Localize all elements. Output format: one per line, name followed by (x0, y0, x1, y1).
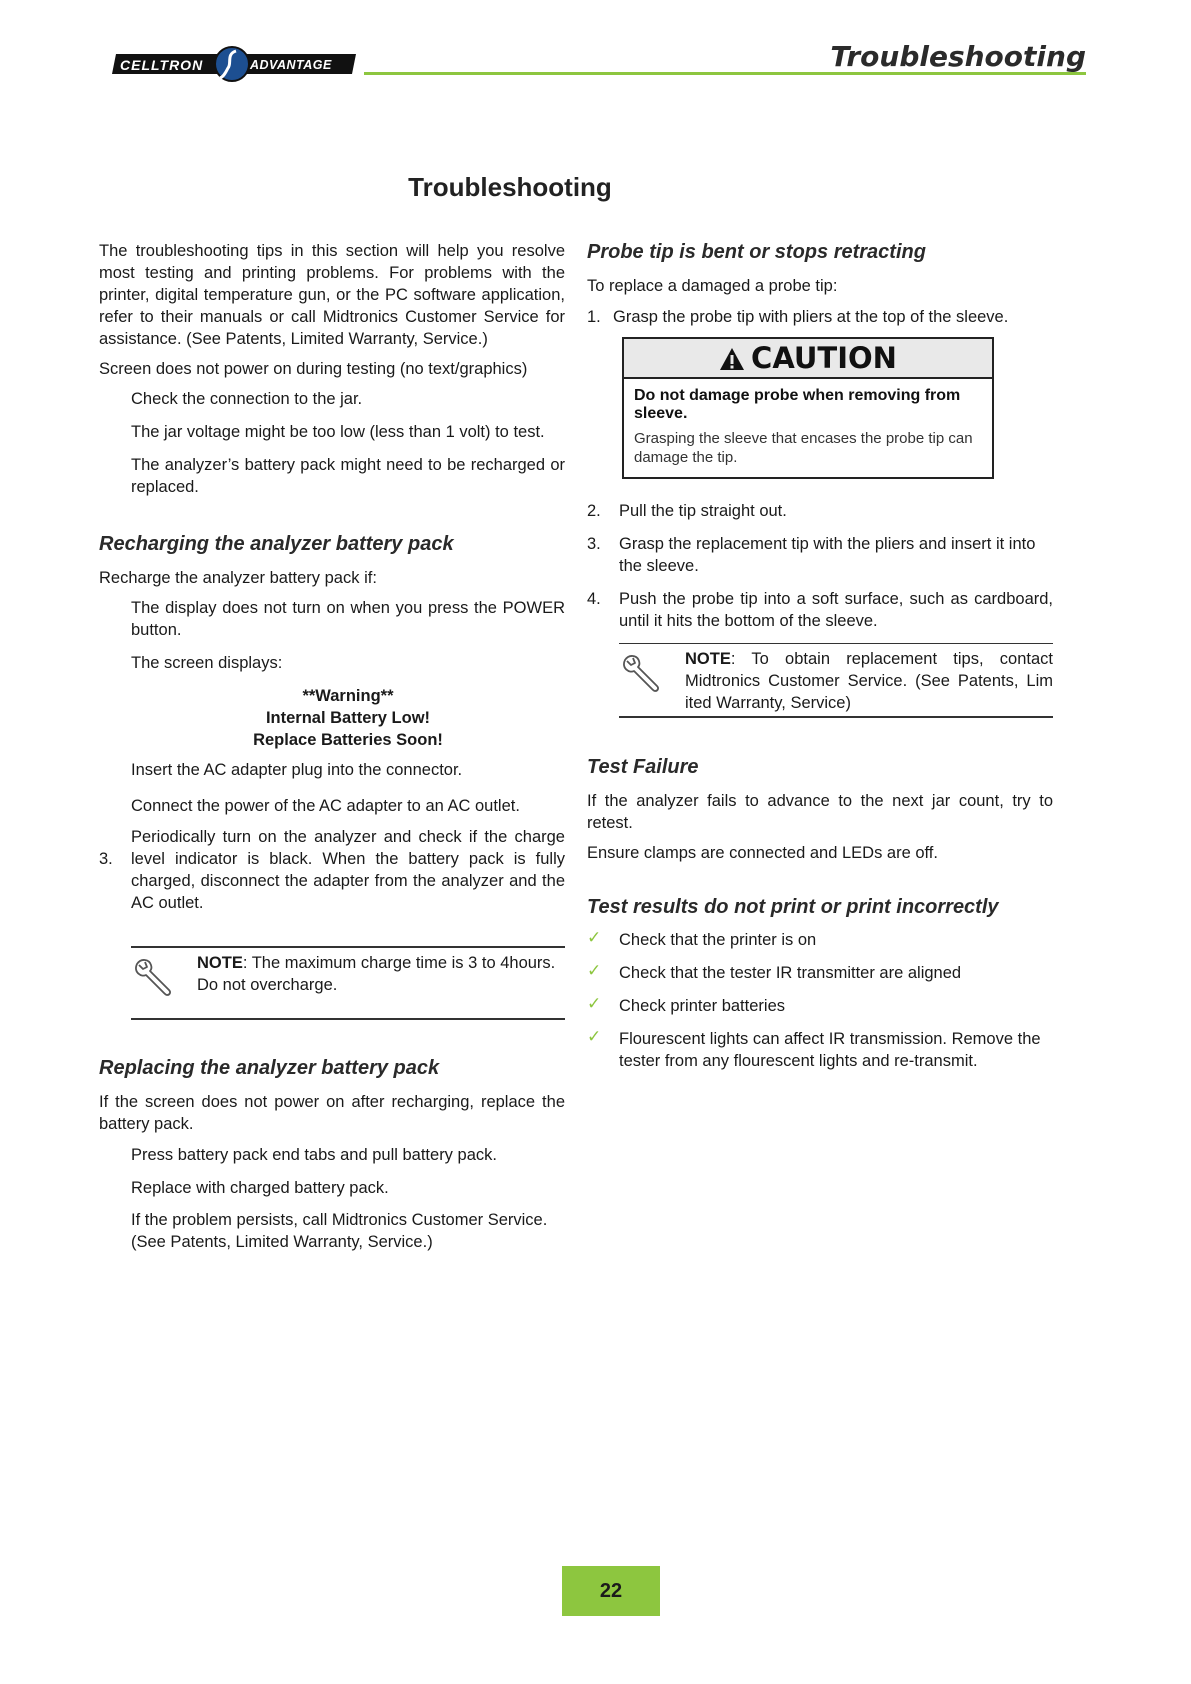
screen-issue-text: Screen does not power on during testing (no text/graphics) (99, 360, 528, 378)
page-title: Troubleshooting (408, 172, 612, 202)
list-item: Check that the printer is on (619, 931, 817, 949)
logo-text-right: ADVANTAGE (250, 58, 332, 72)
step-number: 3. (587, 535, 601, 553)
replace-intro: If the screen does not power on after recharging, replace the battery pack. (99, 1093, 565, 1133)
list-item: The display does not turn on when you press the POWER button. (131, 599, 565, 639)
step-number: 3. (99, 850, 113, 868)
replace-heading: Replacing the analyzer battery pack (99, 1057, 440, 1079)
list-item: Replace with charged battery pack. (131, 1179, 389, 1197)
warning-triangle-icon (719, 347, 745, 371)
step-number: 4. (587, 590, 601, 608)
note-text (197, 952, 567, 996)
probe-intro: To replace a damaged a probe tip: (587, 277, 838, 295)
print-heading: Test results do not print or print incorrectly (587, 896, 999, 918)
list-item: Flourescent lights can affect IR transmission. Remove the tester from any flourescent lights and re-transmit. (619, 1030, 1041, 1070)
warning-line: Internal Battery Low! (265, 709, 431, 727)
test-failure-heading: Test Failure (587, 756, 699, 778)
probe-heading: Probe tip is bent or stops retracting (587, 241, 926, 263)
caution-box (622, 337, 994, 479)
step-number: 1. (587, 308, 601, 326)
wrench-icon (131, 956, 175, 1000)
caution-header (624, 339, 992, 379)
logo-text-left: CELLTRON (120, 57, 204, 73)
checkmark-icon: ✓ (587, 961, 602, 980)
header-section-title: Troubleshooting (830, 40, 1086, 73)
list-item: Check the connection to the jar. (131, 390, 363, 408)
list-item: Check that the tester IR transmitter are aligned (619, 964, 962, 982)
step-text: Periodically turn on the analyzer and check if the charge level indicator is black. When the battery pack is fully charged, disconnect the adapter from the analyzer and the AC outlet. (131, 828, 565, 912)
warning-line: **Warning** (302, 687, 394, 705)
list-item: The analyzer’s battery pack might need to be recharged or replaced. (131, 456, 565, 496)
step-text: Pull the tip straight out. (619, 502, 787, 520)
note-text (685, 648, 1053, 714)
recharge-heading: Recharging the analyzer battery pack (99, 533, 454, 555)
test-failure-text-2: Ensure clamps are connected and LEDs are off. (587, 844, 938, 862)
celltron-advantage-logo (110, 46, 358, 82)
list-item: Press battery pack end tabs and pull battery pack. (131, 1146, 497, 1164)
note-box (619, 643, 1053, 718)
caution-title: CAUTION (751, 341, 897, 375)
step-text: Grasp the replacement tip with the pliers and insert it into the sleeve. (619, 535, 1036, 575)
caution-subtitle: Do not damage probe when removing from sleeve. (634, 387, 961, 422)
recharge-intro: Recharge the analyzer battery pack if: (99, 569, 377, 587)
warning-message (131, 685, 565, 751)
checkmark-icon: ✓ (587, 928, 602, 947)
intro-paragraph: The troubleshooting tips in this section will help you resolve most testing and printing problems. For problems with the printer, digital temperature gun, or the PC software application, refer to their manuals or call Midtronics Customer Service for assistance. (See Patents, Limited Warranty, Service.) (99, 242, 565, 348)
checkmark-icon: ✓ (587, 994, 602, 1013)
list-item: Check printer batteries (619, 997, 785, 1015)
page-number: 22 (562, 1566, 660, 1616)
note-body: : To obtain replacement tips, contact Midtronics Customer Service. (See Patents, Lim ited Warranty, Service) (685, 650, 1053, 712)
checkmark-icon: ✓ (587, 1027, 602, 1046)
step-number: 2. (587, 502, 601, 520)
step-text: Grasp the probe tip with pliers at the top of the sleeve. (613, 308, 1009, 326)
note-label: NOTE (685, 650, 731, 668)
step-text: Push the probe tip into a soft surface, such as cardboard, until it hits the bottom of the sleeve. (619, 590, 1053, 630)
list-item: The screen displays: (131, 654, 283, 672)
warning-line: Replace Batteries Soon! (253, 731, 443, 749)
list-item: The jar voltage might be too low (less than 1 volt) to test. (131, 423, 545, 441)
list-item: Insert the AC adapter plug into the connector. (131, 761, 463, 779)
list-item: Connect the power of the AC adapter to an AC outlet. (131, 797, 520, 815)
note-body: : The maximum charge time is 3 to 4hours. Do not overcharge. (197, 954, 556, 994)
note-box (131, 946, 565, 1020)
note-label: NOTE (197, 954, 243, 972)
caution-body: Grasping the sleeve that encases the probe tip can damage the tip. (634, 430, 973, 466)
list-item: If the problem persists, call Midtronics Customer Service. (See Patents, Limited Warranty, Service.) (131, 1211, 548, 1251)
test-failure-text: If the analyzer fails to advance to the next jar count, try to retest. (587, 792, 1053, 832)
wrench-icon (619, 652, 663, 696)
